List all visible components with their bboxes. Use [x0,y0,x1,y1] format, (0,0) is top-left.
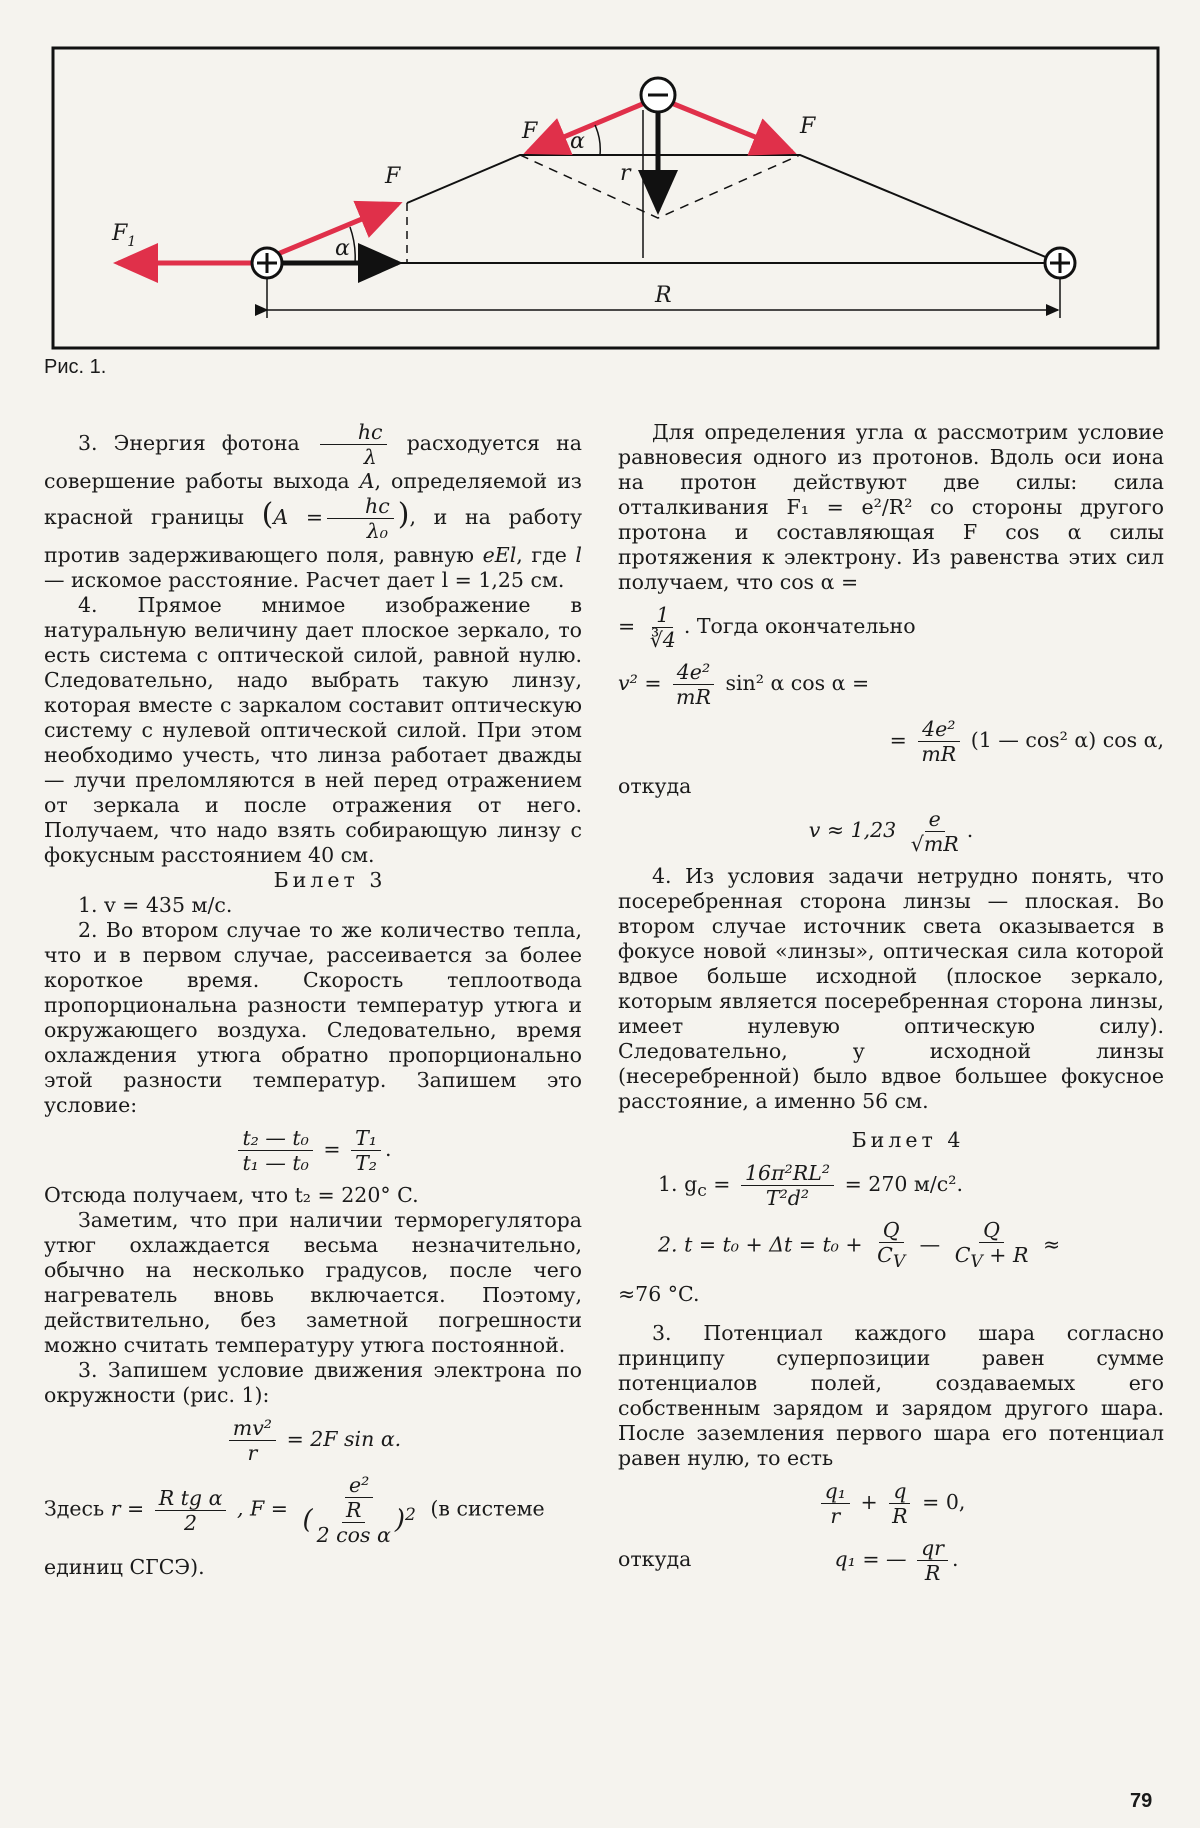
eq-v: v ≈ 1,23 $\frac{e}{√mR}$ . [808,807,974,856]
force-F-top-left-arrow [528,100,652,152]
units-end: единиц СГСЭ). [44,1555,205,1579]
left-p4: 4. Прямое мнимое изображение в натуральную величину дает плоское зеркало, то есть система с оптической силой, равной нулю. Следовательно, надо выбрать такую линзу, которая вместе с заркалом составит оптическую систему с нулевой оптической силой. При этом необходимо учесть, что линза работает дважды — лучи преломляются в ней перед отражением от зеркала и после отражения от него. Получаем, что надо взять собирающую линзу с фокусным расстоянием 40 см. [44,593,582,867]
left-column [44,420,582,1580]
right-column [618,420,1164,1593]
t3-item-2: 2. Во втором случае то же количество тепла, что и в первом случае, рассеивается за более короткое время. Скорость теплоотвода пропорциональна разности температур утюга и окружающего воздуха. Следовательно, время охлаждения утюга обратно пропорционально этой разности температур. Запишем это условие: [44,918,582,1117]
label-F-top-left: F [522,119,538,144]
right-p4: 4. Из условия задачи нетрудно понять, что посеребренная сторона линзы — плоская. Во втором случае источник света оказывается в фокусе новой «линзы», оптическая сила которой вдвое больше исходной (плоское зеркало, которым является посеребренная сторона линзы, имеет нулевую оптическую силу). Следовательно, у исходной линзы (несеребренной) было вдвое большее фокусное расстояние, а именно 56 см. [618,864,1164,1113]
eq-temperature: $\frac{\text{t₂ — t₀}}{\text{t₁ — t₀}}$ = $\frac{\text{T₁}}{\text{T₂}}$ . [44,1126,582,1175]
eq-r-F: Здесь r = $\frac{\text{R tg α}}{2}$ , F = e² ( $\frac{R}{\text{2 cos α}}$ )$^2$ (в системе [44,1473,545,1547]
t3-item-3: 3. Запишем условие движения электрона по окружности (рис. 1): [44,1358,582,1407]
label-R: R [655,283,672,308]
proton-right [1045,248,1075,278]
eq-potential: $\frac{\text{q₁}}{r}$ + $\frac{q}{R}$ = 0, [618,1479,1164,1528]
figure-frame [53,48,1158,348]
electron [641,78,675,112]
force-F-left-arrow [268,204,398,258]
eq-cos: = $\frac{1}{∛4}$ . Тогда окончательно [618,603,916,652]
t4-item-2-result: ≈76 °C. [618,1282,700,1307]
page-number: 79 [1130,1790,1153,1812]
ion-outline [407,155,1060,263]
t4-item-2: 2. t = t₀ + Δt = t₀ + $\frac{Q}{C_V}$ — $\frac{Q}{C_V + R}$ ≈ [658,1218,1061,1273]
force-F-top-right-arrow [664,100,792,152]
otkuda-1: откуда [618,774,692,798]
label-alpha-bottom: α [335,236,350,261]
t3-2-result: Отсюда получаем, что t₂ = 220° C. [44,1183,419,1207]
label-F-top-right: F [800,114,816,139]
t3-2-note: Заметим, что при наличии терморегулятора утюг охлаждается весьма незначительно, обычно на несколько градусов, после чего нагреватель вновь включается. Поэтому, действительно, без заметной погрешности можно считать температуру утюга постоянной. [44,1208,582,1357]
ticket-3-heading: Билет 3 [273,868,387,892]
eq-v2: v² = $\frac{\text{4e²}}{mR}$ sin² α cos α = [618,660,870,709]
t3-item-1: 1. v = 435 м/с. [78,893,233,917]
label-alpha-top: α [570,129,585,154]
angle-arc-bottom [350,227,355,263]
label-F-left: F [385,164,401,189]
t4-item-1: 1. $g_c$ = $\frac{\text{16π²RL²}}{\text{T²d²}}$ = 270 м/с². [658,1161,963,1210]
proton-left [252,248,282,278]
right-intro: Для определения угла α рассмотрим условие равновесия одного из протонов. Вдоль оси иона на протон действуют две силы: сила отталкивания F₁ = e²/R² со стороны другого протона и составляющая F cos α силы протяжения к электрону. Из равенства этих сил получаем, что cos α = [618,420,1164,594]
label-F1: $F_1$ [112,221,137,250]
angle-arc-top [595,125,600,155]
ticket-4-heading: Билет 4 [851,1128,965,1152]
left-p3: 3. Энергия фотона $\frac{hc}{\lambda}$ расходуется на совершение работы выхода A, определяемой из красной границы (A = $\frac{hc}{\text{λ₀}}$ ), и на работу против задерживающего поля, равную eEl, где l — искомое расстояние. Расчет дает l = 1,25 см. [44,420,583,592]
figure-1 [0,0,1200,350]
eq-v2-line2: = $\frac{\text{4e²}}{mR}$ (1 — cos² α) cos α, [889,717,1164,766]
eq-q1: откуда q₁ = — $\frac{qr}{R}$ . [618,1536,959,1586]
t4-item-3: 3. Потенциал каждого шара согласно принципу суперпозиции равен сумме потенциалов полей, создаваемых его собственным зарядом и зарядом другого шара. После заземления первого шара его потенциал равен нулю, то есть [618,1321,1164,1471]
eq-motion: $\frac{\text{mv²}}{r}$ = 2F sin α. [44,1416,582,1465]
figure-caption: Рис. 1. [44,356,107,378]
label-r: r [620,161,631,186]
